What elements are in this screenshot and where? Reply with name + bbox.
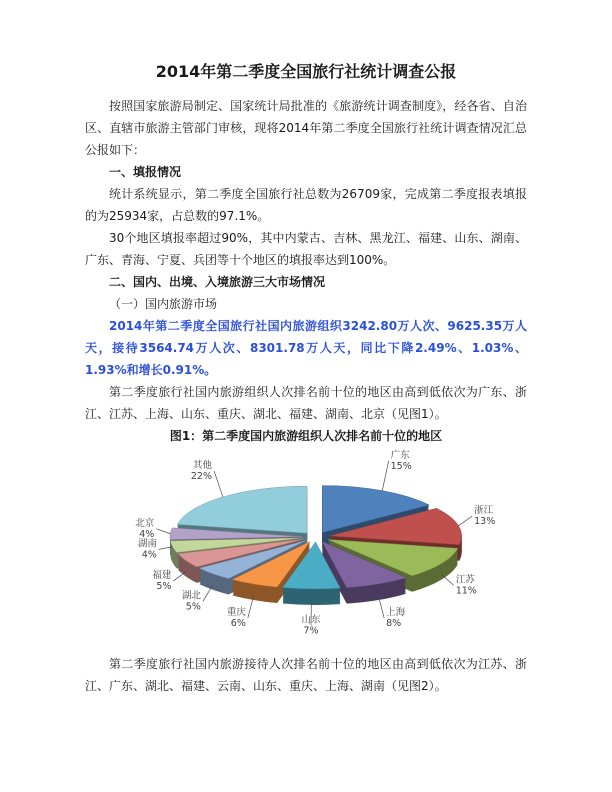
intro-paragraph: 按照国家旅游局制定、国家统计局批准的《旅游统计调查制度》，经各省、自治区、直辖市旅游主管部门审核，现将2014年第二季度全国旅行社统计调查情况汇总公报如下： [85,99,527,157]
pie-slice-label: 浙江 13% [474,505,496,528]
pie-slice-label: 上海 8% [386,606,406,629]
section1-paragraph-1: 统计系统显示，第二季度全国旅行社总数为26709家，完成第二季度报表填报的为25934家，占总数的97.1%。 [85,187,527,223]
figure2-lead-paragraph: 第二季度旅行社国内旅游接待人次排名前十位的地区由高到低依次为江苏、浙江、广东、湖北、福建、云南、山东、重庆、上海、湖南（见图2）。 [85,657,527,693]
pie-slice-label: 其他 22% [190,459,213,482]
highlight-paragraph: 2014年第二季度全国旅行社国内旅游组织3242.80万人次、9625.35万人天，接待3564.74万人次、8301.78万人天，同比下降2.49%、1.03%、1.93%和增长0.91%。 [85,319,527,377]
pie-slice-label: 福建 5% [152,569,172,592]
section2-subheading: （一）国内旅游市场 [109,297,218,311]
pie-slice-label: 湖南 4% [137,538,157,561]
pie-slice-label: 重庆 6% [226,606,246,629]
pie-slice-label: 山东 7% [301,614,321,637]
pie-slice-label: 江苏 11% [455,574,477,597]
pie-slice-label: 广东 15% [390,449,412,472]
section1-paragraph-2: 30个地区填报率超过90%，其中内蒙古、吉林、黑龙江、福建、山东、湖南、广东、青海、宁夏、兵团等十个地区的填报率达到100%。 [85,231,527,267]
pie-slice-label: 湖北 5% [181,590,201,613]
section2-heading: 二、国内、出境、入境旅游三大市场情况 [109,275,326,289]
section1-heading: 一、填报情况 [109,165,182,179]
figure1-pie-chart [71,449,541,649]
figure1-lead-paragraph: 第二季度旅行社国内旅游组织人次排名前十位的地区由高到低依次为广东、浙江、江苏、上海、山东、重庆、湖北、福建、湖南、北京（见图1）。 [85,385,527,421]
pie-chart-canvas [71,449,541,649]
pie-slice-label: 北京 4% [135,517,155,540]
page-title: 2014年第二季度全国旅行社统计调查公报 [155,62,457,81]
figure1-caption: 图1：第二季度国内旅游组织人次排名前十位的地区 [169,429,443,443]
